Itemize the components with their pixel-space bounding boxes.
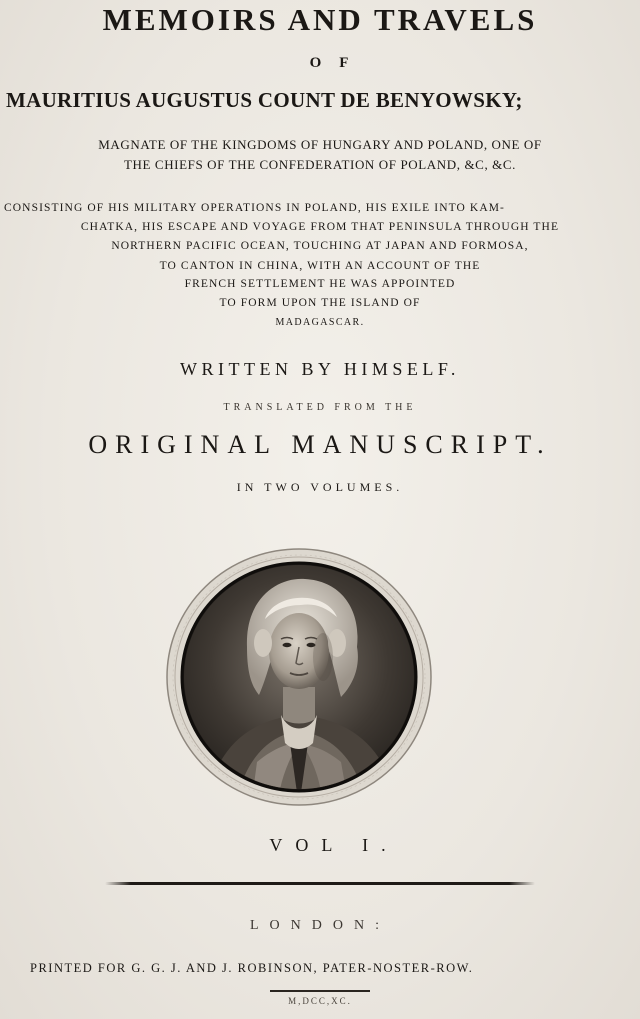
volume-number: VOL I. [269,835,399,855]
year-rule [270,990,370,992]
description-line-1: CONSISTING OF HIS MILITARY OPERATIONS IN POLAND, HIS EXILE INTO KAM- [4,202,505,214]
book-title: MEMOIRS AND TRAVELS [102,2,538,37]
portrait-medallion [165,547,433,807]
subtitle-line-2: THE CHIEFS OF THE CONFEDERATION OF POLAND, &C, &C. [124,157,516,172]
title-of: OF [309,55,367,71]
divider-rule [105,882,535,885]
imprint-year: M,DCC,XC. [288,996,352,1006]
description-line-6: TO FORM UPON THE ISLAND OF [219,297,421,309]
subtitle-line-1: MAGNATE OF THE KINGDOMS OF HUNGARY AND POLAND, ONE OF [98,137,542,152]
written-by: WRITTEN BY HIMSELF. [180,359,460,379]
description-line-5: FRENCH SETTLEMENT HE WAS APPOINTED [184,278,456,290]
translated-from: TRANSLATED FROM THE [223,402,417,413]
description-line-7: MADAGASCAR. [275,317,365,328]
description-line-2: CHATKA, HIS ESCAPE AND VOYAGE FROM THAT PENINSULA THROUGH THE [80,221,560,233]
imprint-printer: PRINTED FOR G. G. J. AND J. ROBINSON, PATER-NOSTER-ROW. [30,961,474,975]
imprint-city: LONDON: [250,918,390,933]
volume-count: IN TWO VOLUMES. [236,480,404,494]
description-line-3: NORTHERN PACIFIC OCEAN, TOUCHING AT JAPAN AND FORMOSA, [111,240,529,252]
description-line-4: TO CANTON IN CHINA, WITH AN ACCOUNT OF THE [159,260,481,272]
author-name: MAURITIUS AUGUSTUS COUNT DE BENYOWSKY; [6,88,523,112]
original-manuscript: ORIGINAL MANUSCRIPT. [88,430,552,459]
